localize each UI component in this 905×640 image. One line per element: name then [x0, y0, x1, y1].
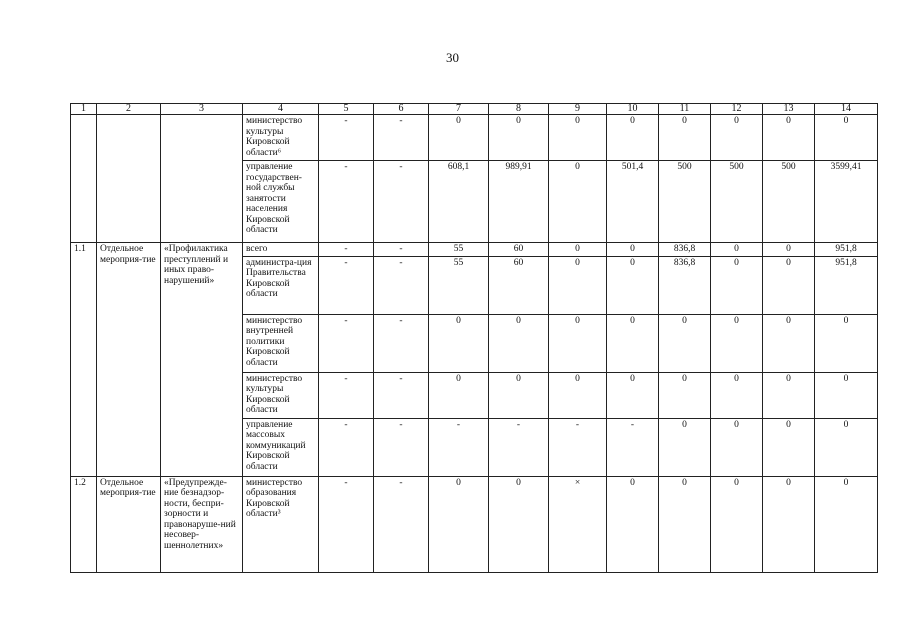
- value-cell: -: [374, 476, 429, 572]
- column-header: 4: [243, 104, 319, 115]
- value-cell: -: [319, 161, 374, 243]
- value-cell: 0: [489, 372, 549, 418]
- value-cell: 0: [659, 418, 711, 476]
- name-cell: «Профилактика преступлений и иных право-нарушений»: [161, 243, 243, 477]
- value-cell: 501,4: [607, 161, 659, 243]
- executor-cell: управление массовых коммуникаций Кировской области: [243, 418, 319, 476]
- status-cell: Отдельное мероприя-тие: [97, 476, 161, 572]
- column-header: 9: [549, 104, 607, 115]
- table-row: [71, 115, 878, 161]
- value-cell: 0: [607, 243, 659, 257]
- value-cell: 0: [489, 115, 549, 161]
- budget-table: [70, 103, 878, 573]
- column-header: 12: [711, 104, 763, 115]
- column-header: 6: [374, 104, 429, 115]
- page-number: 30: [446, 50, 459, 65]
- value-cell: 0: [549, 161, 607, 243]
- value-cell: 0: [607, 476, 659, 572]
- value-cell: 0: [815, 372, 878, 418]
- value-cell: 0: [763, 314, 815, 372]
- number-cell: [71, 115, 97, 243]
- value-cell: 0: [711, 418, 763, 476]
- value-cell: -: [374, 372, 429, 418]
- value-cell: -: [489, 418, 549, 476]
- value-cell: -: [319, 243, 374, 257]
- value-cell: 0: [429, 314, 489, 372]
- value-cell: -: [319, 418, 374, 476]
- value-cell: 0: [763, 256, 815, 314]
- value-cell: 0: [711, 256, 763, 314]
- value-cell: -: [374, 115, 429, 161]
- value-cell: 0: [711, 372, 763, 418]
- value-cell: 836,8: [659, 256, 711, 314]
- value-cell: 0: [489, 314, 549, 372]
- executor-cell: министерство внутренней политики Кировской области: [243, 314, 319, 372]
- value-cell: 500: [711, 161, 763, 243]
- value-cell: 0: [549, 115, 607, 161]
- column-header: 1: [71, 104, 97, 115]
- value-cell: 0: [711, 243, 763, 257]
- value-cell: 0: [815, 418, 878, 476]
- table-row: [71, 243, 878, 257]
- value-cell: 951,8: [815, 256, 878, 314]
- value-cell: -: [374, 418, 429, 476]
- table-header-row: [71, 104, 878, 115]
- status-cell: Отдельное мероприя-тие: [97, 243, 161, 477]
- executor-cell: министерство культуры Кировской области⁶: [243, 115, 319, 161]
- value-cell: 55: [429, 256, 489, 314]
- table-row: [71, 476, 878, 572]
- value-cell: 0: [429, 115, 489, 161]
- value-cell: 500: [659, 161, 711, 243]
- column-header: 10: [607, 104, 659, 115]
- value-cell: 0: [711, 115, 763, 161]
- column-header: 3: [161, 104, 243, 115]
- value-cell: 0: [549, 314, 607, 372]
- value-cell: 0: [815, 115, 878, 161]
- executor-cell: управление государствен-ной службы занятости населения Кировской области: [243, 161, 319, 243]
- value-cell: 60: [489, 243, 549, 257]
- column-header: 13: [763, 104, 815, 115]
- value-cell: 0: [607, 256, 659, 314]
- value-cell: 0: [815, 314, 878, 372]
- executor-cell: администра-ция Правительства Кировской области: [243, 256, 319, 314]
- column-header: 2: [97, 104, 161, 115]
- value-cell: 0: [489, 476, 549, 572]
- name-cell: [161, 115, 243, 243]
- value-cell: 0: [549, 243, 607, 257]
- value-cell: 0: [763, 372, 815, 418]
- value-cell: 0: [549, 372, 607, 418]
- value-cell: 500: [763, 161, 815, 243]
- value-cell: 0: [607, 372, 659, 418]
- number-cell: 1.2: [71, 476, 97, 572]
- value-cell: -: [319, 476, 374, 572]
- value-cell: 0: [659, 476, 711, 572]
- name-cell: «Предупрежде-ние безнадзор-ности, беспри-зорности и правонаруше-ний несовер-шеннолетних»: [161, 476, 243, 572]
- value-cell: 951,8: [815, 243, 878, 257]
- value-cell: 0: [607, 314, 659, 372]
- value-cell: -: [374, 256, 429, 314]
- value-cell: 0: [711, 476, 763, 572]
- value-cell: 0: [711, 314, 763, 372]
- value-cell: -: [319, 372, 374, 418]
- value-cell: 0: [763, 418, 815, 476]
- value-cell: 0: [763, 243, 815, 257]
- value-cell: 0: [659, 372, 711, 418]
- executor-cell: всего: [243, 243, 319, 257]
- column-header: 8: [489, 104, 549, 115]
- value-cell: 0: [659, 314, 711, 372]
- value-cell: -: [319, 115, 374, 161]
- value-cell: 60: [489, 256, 549, 314]
- column-header: 7: [429, 104, 489, 115]
- value-cell: 989,91: [489, 161, 549, 243]
- value-cell: -: [549, 418, 607, 476]
- column-header: 11: [659, 104, 711, 115]
- executor-cell: министерство образования Кировской области³: [243, 476, 319, 572]
- value-cell: -: [429, 418, 489, 476]
- value-cell: 0: [763, 476, 815, 572]
- value-cell: -: [374, 314, 429, 372]
- value-cell: 0: [549, 256, 607, 314]
- value-cell: 3599,41: [815, 161, 878, 243]
- value-cell: 0: [815, 476, 878, 572]
- value-cell: 0: [429, 372, 489, 418]
- value-cell: 0: [659, 115, 711, 161]
- value-cell: -: [319, 256, 374, 314]
- value-cell: 608,1: [429, 161, 489, 243]
- column-header: 5: [319, 104, 374, 115]
- value-cell: 0: [429, 476, 489, 572]
- value-cell: -: [607, 418, 659, 476]
- value-cell: 0: [607, 115, 659, 161]
- status-cell: [97, 115, 161, 243]
- value-cell: 836,8: [659, 243, 711, 257]
- value-cell: ×: [549, 476, 607, 572]
- executor-cell: министерство культуры Кировской области: [243, 372, 319, 418]
- number-cell: 1.1: [71, 243, 97, 477]
- value-cell: -: [319, 314, 374, 372]
- value-cell: 0: [763, 115, 815, 161]
- value-cell: -: [374, 243, 429, 257]
- value-cell: -: [374, 161, 429, 243]
- value-cell: 55: [429, 243, 489, 257]
- column-header: 14: [815, 104, 878, 115]
